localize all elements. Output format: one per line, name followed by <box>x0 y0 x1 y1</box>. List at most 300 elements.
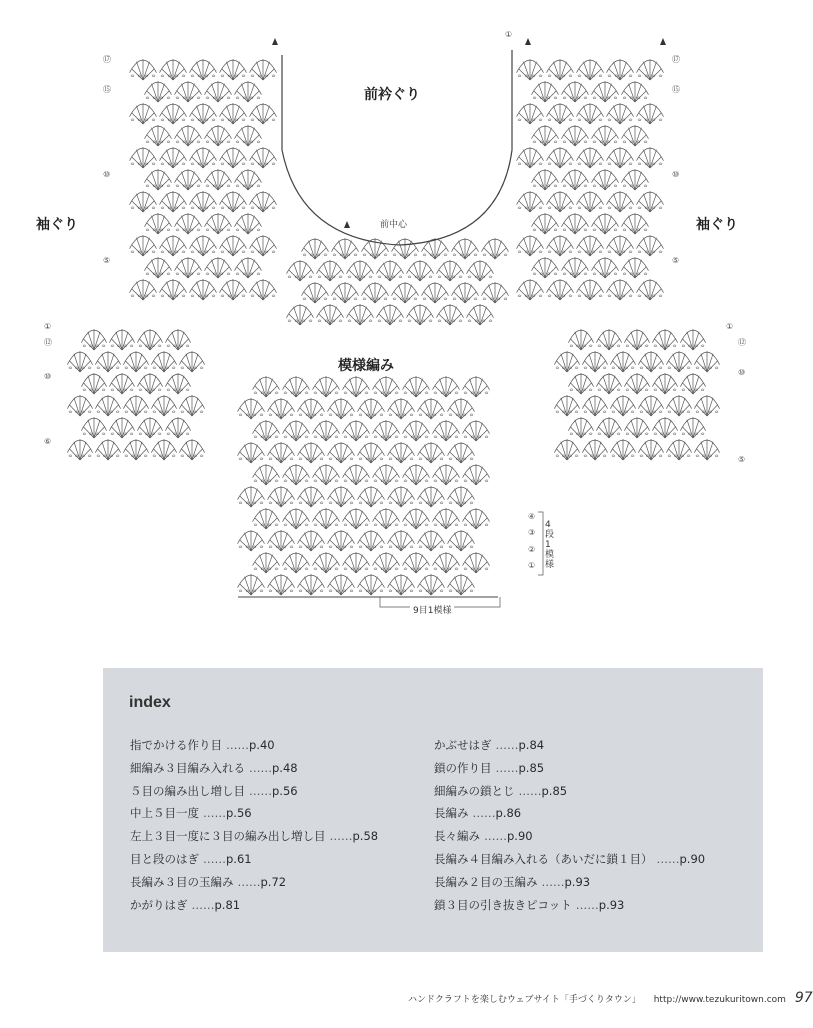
shell-stitch <box>190 147 217 168</box>
shell-stitch <box>547 279 574 300</box>
shell-stitch <box>332 282 359 303</box>
row-mark: ④ <box>528 512 536 521</box>
start-marker <box>660 38 666 45</box>
shell-stitch <box>238 574 265 595</box>
shell-stitch <box>81 417 106 438</box>
neckline-edge <box>282 50 512 245</box>
shell-stitch <box>205 213 232 234</box>
shell-stitch <box>328 486 355 507</box>
shell-stitch <box>448 486 475 507</box>
shell-stitch <box>313 464 340 485</box>
shell-stitch <box>123 439 148 460</box>
shell-stitch <box>562 81 589 102</box>
index-entry: かぶせはぎ ……p.84 <box>434 738 545 752</box>
shell-stitch <box>328 574 355 595</box>
shell-stitch <box>179 351 204 372</box>
shell-stitch <box>638 351 663 372</box>
start-marker <box>525 38 531 45</box>
shell-stitch <box>160 59 187 80</box>
shell-stitch <box>547 235 574 256</box>
shell-stitch <box>160 147 187 168</box>
shell-stitch <box>362 238 389 259</box>
shell-stitch <box>190 235 217 256</box>
shell-stitch <box>250 279 277 300</box>
shell-stitch <box>448 442 475 463</box>
index-entry: 長々編み ……p.90 <box>434 829 533 844</box>
shell-stitch <box>145 125 172 146</box>
shell-stitch <box>547 103 574 124</box>
shell-stitch <box>532 81 559 102</box>
shell-stitch <box>130 191 157 212</box>
shell-stitch <box>235 125 262 146</box>
shell-stitch <box>268 486 295 507</box>
shell-stitch <box>562 125 589 146</box>
shell-stitch <box>235 213 262 234</box>
shell-stitch <box>235 169 262 190</box>
row-mark: ⑮ <box>672 85 680 94</box>
shell-stitch <box>610 395 635 416</box>
shell-stitch <box>467 260 494 281</box>
shell-stitch <box>220 103 247 124</box>
index-title: index <box>129 694 171 711</box>
repeat-rows-label: 4段1模様 <box>545 520 555 570</box>
shell-stitch <box>680 329 705 350</box>
armhole-right-label: 袖ぐり <box>696 217 738 233</box>
shell-stitch <box>592 81 619 102</box>
shell-stitch <box>607 191 634 212</box>
shell-stitch <box>624 329 649 350</box>
shell-stitch <box>130 235 157 256</box>
shell-stitch <box>283 420 310 441</box>
shell-stitch <box>328 398 355 419</box>
shell-stitch <box>622 169 649 190</box>
shell-stitch <box>343 508 370 529</box>
shell-stitch <box>607 235 634 256</box>
shell-stitch <box>638 439 663 460</box>
shell-stitch <box>624 373 649 394</box>
front-neck-label: 前衿ぐり <box>364 87 420 103</box>
shell-stitch <box>448 398 475 419</box>
shell-stitch <box>517 59 544 80</box>
shell-stitch <box>165 417 190 438</box>
index-entry: かがりはぎ ……p.81 <box>130 897 241 912</box>
shell-stitch <box>109 417 134 438</box>
index-entry: 長編み ……p.86 <box>434 806 522 821</box>
shell-stitch <box>190 279 217 300</box>
row-mark: ⑩ <box>44 372 52 381</box>
shell-stitch <box>433 508 460 529</box>
shell-stitch <box>175 81 202 102</box>
shell-stitch <box>332 238 359 259</box>
shell-stitch <box>287 260 314 281</box>
shell-stitch <box>175 213 202 234</box>
shell-stitch <box>238 398 265 419</box>
shell-stitch <box>123 351 148 372</box>
row-mark: ⑫ <box>44 338 52 347</box>
index-entry: 鎖の作り目 ……p.85 <box>434 760 545 775</box>
shell-stitch <box>302 238 329 259</box>
shell-stitch <box>190 59 217 80</box>
page-number: 97 <box>794 990 813 1006</box>
shell-stitch <box>463 420 490 441</box>
shell-stitch <box>130 279 157 300</box>
shell-stitch <box>532 213 559 234</box>
shell-stitch <box>151 439 176 460</box>
shell-stitch <box>238 442 265 463</box>
shell-stitch <box>373 464 400 485</box>
row-mark: ⑤ <box>738 455 746 464</box>
shell-stitch <box>165 373 190 394</box>
shell-stitch <box>109 373 134 394</box>
shell-stitch <box>268 442 295 463</box>
pattern-title: 模様編み <box>338 358 394 374</box>
shell-stitch <box>283 508 310 529</box>
row-mark: ① <box>44 322 52 331</box>
shell-stitch <box>328 530 355 551</box>
shell-stitch <box>313 508 340 529</box>
shell-stitch <box>517 279 544 300</box>
shell-stitch <box>343 464 370 485</box>
shell-stitch <box>373 552 400 573</box>
shell-stitch <box>373 376 400 397</box>
shell-stitch <box>562 169 589 190</box>
shell-stitch <box>452 238 479 259</box>
shell-stitch <box>592 125 619 146</box>
shell-stitch <box>403 376 430 397</box>
site-name: ハンドクラフトを楽しむウェブサイト「手づくりタウン」 <box>408 995 641 1005</box>
row-mark: ⑤ <box>103 256 111 265</box>
shell-stitch <box>532 169 559 190</box>
shell-stitch <box>298 486 325 507</box>
shell-stitch <box>175 257 202 278</box>
shell-stitch <box>694 395 719 416</box>
shell-stitch <box>160 103 187 124</box>
shell-stitch <box>463 552 490 573</box>
repeat-stitches-label: 9目1模様 <box>410 603 454 616</box>
row-mark: ① <box>505 30 513 39</box>
shell-stitch <box>313 376 340 397</box>
shell-stitch <box>250 59 277 80</box>
shell-stitch <box>596 373 621 394</box>
shell-stitch <box>67 395 92 416</box>
row-mark: ⑩ <box>103 170 111 179</box>
index-entry: 中上５目一度 ……p.56 <box>130 806 252 821</box>
page-footer <box>408 990 813 1006</box>
shell-stitch <box>637 279 664 300</box>
index-entry: 長編み２目の玉編み ……p.93 <box>434 874 591 889</box>
shell-stitch <box>568 329 593 350</box>
shell-stitch <box>403 508 430 529</box>
shell-stitch <box>463 376 490 397</box>
shell-stitch <box>130 103 157 124</box>
shell-stitch <box>268 530 295 551</box>
shell-stitch <box>160 191 187 212</box>
shell-stitch <box>652 329 677 350</box>
shell-stitch <box>592 257 619 278</box>
shell-stitch <box>562 213 589 234</box>
shell-stitch <box>532 125 559 146</box>
shell-stitch <box>517 191 544 212</box>
shell-stitch <box>554 439 579 460</box>
site-url[interactable]: http://www.tezukuritown.com <box>653 995 786 1005</box>
shell-stitch <box>253 508 280 529</box>
shell-stitch <box>607 103 634 124</box>
shell-stitch <box>250 235 277 256</box>
shell-stitch <box>577 59 604 80</box>
shell-stitch <box>190 103 217 124</box>
shell-stitch <box>347 260 374 281</box>
shell-stitch <box>151 395 176 416</box>
shell-stitch <box>666 351 691 372</box>
shell-stitch <box>253 376 280 397</box>
shell-stitch <box>610 351 635 372</box>
shell-stitch <box>130 59 157 80</box>
row-repeat-bracket <box>538 512 543 575</box>
shell-stitch <box>403 552 430 573</box>
shell-stitch <box>448 574 475 595</box>
shell-stitch <box>622 125 649 146</box>
shell-stitch <box>582 395 607 416</box>
shell-stitch <box>137 417 162 438</box>
shell-stitch <box>175 169 202 190</box>
shell-stitch <box>298 442 325 463</box>
shell-stitch <box>362 282 389 303</box>
shell-stitch <box>250 191 277 212</box>
row-mark: ⑩ <box>738 368 746 377</box>
center-front-label: 前中心 <box>380 220 408 230</box>
shell-stitch <box>145 257 172 278</box>
shell-stitch <box>562 257 589 278</box>
shell-stitch <box>283 552 310 573</box>
shell-stitch <box>554 351 579 372</box>
shell-stitch <box>568 417 593 438</box>
shell-stitch <box>403 464 430 485</box>
shell-stitch <box>328 442 355 463</box>
shell-stitch <box>680 373 705 394</box>
index-entry: 長編み３目の玉編み ……p.72 <box>130 874 287 889</box>
shell-stitch <box>347 304 374 325</box>
index-panel <box>103 668 763 952</box>
index-entry: 左上３目一度に３目の編み出し増し目 ……p.58 <box>130 829 379 844</box>
shell-stitch <box>680 417 705 438</box>
row-mark: ⑩ <box>672 170 680 179</box>
shell-stitch <box>596 329 621 350</box>
shell-stitch <box>637 59 664 80</box>
start-marker <box>344 221 350 228</box>
shell-stitch <box>137 329 162 350</box>
shell-stitch <box>358 442 385 463</box>
shell-stitch <box>283 464 310 485</box>
shell-stitch <box>298 398 325 419</box>
shell-stitch <box>377 260 404 281</box>
shell-stitch <box>165 329 190 350</box>
shell-stitch <box>81 373 106 394</box>
index-entry: 鎖３目の引き抜きピコット ……p.93 <box>434 897 625 912</box>
shell-stitch <box>130 147 157 168</box>
index-entry: 長編み４目編み入れる（あいだに鎖１目） ……p.90 <box>434 851 706 866</box>
shell-stitch <box>582 439 607 460</box>
shell-stitch <box>437 260 464 281</box>
shell-stitch <box>437 304 464 325</box>
shell-stitch <box>358 530 385 551</box>
shell-stitch <box>220 235 247 256</box>
row-mark: ⑰ <box>103 55 111 64</box>
index-entry: ５目の編み出し増し目 ……p.56 <box>130 783 298 798</box>
shell-stitch <box>463 464 490 485</box>
shell-stitch <box>622 257 649 278</box>
shell-stitch <box>220 191 247 212</box>
shell-stitch <box>596 417 621 438</box>
row-mark: ② <box>528 545 536 554</box>
shell-stitch <box>95 439 120 460</box>
shell-stitch <box>422 238 449 259</box>
shell-stitch <box>592 169 619 190</box>
shell-stitch <box>388 486 415 507</box>
shell-stitch <box>145 213 172 234</box>
shell-stitch <box>532 257 559 278</box>
shell-stitch <box>582 351 607 372</box>
shell-stitch <box>418 442 445 463</box>
shell-stitch <box>637 235 664 256</box>
shell-stitch <box>287 304 314 325</box>
shell-stitch <box>554 395 579 416</box>
shell-stitch <box>547 147 574 168</box>
shell-stitch <box>482 282 509 303</box>
shell-stitch <box>95 351 120 372</box>
shell-stitch <box>220 279 247 300</box>
shell-stitch <box>577 147 604 168</box>
shell-stitch <box>577 103 604 124</box>
shell-stitch <box>205 81 232 102</box>
shell-stitch <box>313 552 340 573</box>
shell-stitch <box>238 530 265 551</box>
shell-stitch <box>137 373 162 394</box>
row-mark: ⑤ <box>672 256 680 265</box>
shell-stitch <box>175 125 202 146</box>
shell-stitch <box>388 574 415 595</box>
shell-stitch <box>160 235 187 256</box>
shell-stitch <box>235 81 262 102</box>
shell-stitch <box>418 486 445 507</box>
row-mark: ③ <box>528 528 536 537</box>
shell-stitch <box>433 376 460 397</box>
shell-stitch <box>151 351 176 372</box>
shell-stitch <box>666 395 691 416</box>
row-mark: ⑮ <box>103 85 111 94</box>
shell-stitch <box>666 439 691 460</box>
shell-stitch <box>637 147 664 168</box>
shell-stitch <box>652 417 677 438</box>
shell-stitch <box>313 420 340 441</box>
index-column-left <box>130 734 378 916</box>
shell-stitch <box>607 59 634 80</box>
shell-stitch <box>422 282 449 303</box>
shell-stitch <box>517 103 544 124</box>
shell-stitch <box>407 260 434 281</box>
shell-stitch <box>592 213 619 234</box>
shell-stitch <box>392 238 419 259</box>
armhole-left-label: 袖ぐり <box>36 217 78 233</box>
row-mark: ⑰ <box>672 55 680 64</box>
shell-stitch <box>652 373 677 394</box>
shell-stitch <box>694 351 719 372</box>
shell-stitch <box>179 439 204 460</box>
shell-stitch <box>343 420 370 441</box>
shell-stitch <box>547 59 574 80</box>
shell-stitch <box>638 395 663 416</box>
shell-stitch <box>67 439 92 460</box>
index-entry: 細編みの鎖とじ ……p.85 <box>434 783 568 798</box>
shell-stitch <box>433 552 460 573</box>
shell-stitch <box>123 395 148 416</box>
shell-stitch <box>235 257 262 278</box>
shell-stitch <box>418 530 445 551</box>
shell-stitch <box>145 169 172 190</box>
shell-stitch <box>463 508 490 529</box>
shell-stitch <box>160 279 187 300</box>
shell-stitch <box>317 304 344 325</box>
shell-stitch <box>283 376 310 397</box>
shell-stitch <box>179 395 204 416</box>
shell-stitch <box>482 238 509 259</box>
shell-stitch <box>433 464 460 485</box>
shell-stitch <box>433 420 460 441</box>
shell-stitch <box>388 398 415 419</box>
shell-stitch <box>343 376 370 397</box>
shell-stitch <box>577 279 604 300</box>
shell-stitch <box>81 329 106 350</box>
shell-stitch <box>238 486 265 507</box>
shell-stitch <box>268 398 295 419</box>
shell-stitch <box>253 464 280 485</box>
shell-stitch <box>622 213 649 234</box>
shell-stitch <box>268 574 295 595</box>
row-mark: ⑫ <box>738 338 746 347</box>
index-entry: 指でかける作り目 ……p.40 <box>130 738 275 752</box>
shell-stitch <box>547 191 574 212</box>
shell-stitch <box>343 552 370 573</box>
start-marker <box>272 38 278 45</box>
shell-stitch <box>253 552 280 573</box>
shell-stitch <box>220 59 247 80</box>
shell-stitch <box>298 530 325 551</box>
shell-stitch <box>250 147 277 168</box>
shell-stitch <box>637 191 664 212</box>
shell-stitch <box>358 398 385 419</box>
shell-stitch <box>637 103 664 124</box>
index-entry: 細編み３目編み入れる ……p.48 <box>130 760 298 775</box>
shell-stitch <box>452 282 479 303</box>
shell-stitch <box>407 304 434 325</box>
shell-stitch <box>577 191 604 212</box>
shell-stitch <box>205 169 232 190</box>
row-mark: ⑥ <box>44 437 52 446</box>
shell-stitch <box>145 81 172 102</box>
shell-stitch <box>694 439 719 460</box>
shell-stitch <box>610 439 635 460</box>
shell-stitch <box>467 304 494 325</box>
shell-stitch <box>373 508 400 529</box>
shell-stitch <box>418 574 445 595</box>
shell-stitch <box>298 574 325 595</box>
shell-stitch <box>95 395 120 416</box>
shell-stitch <box>220 147 247 168</box>
shell-stitch <box>388 442 415 463</box>
shell-stitch <box>517 147 544 168</box>
shell-stitch <box>607 147 634 168</box>
index-entry: 目と段のはぎ ……p.61 <box>130 851 252 866</box>
shell-stitch <box>358 486 385 507</box>
